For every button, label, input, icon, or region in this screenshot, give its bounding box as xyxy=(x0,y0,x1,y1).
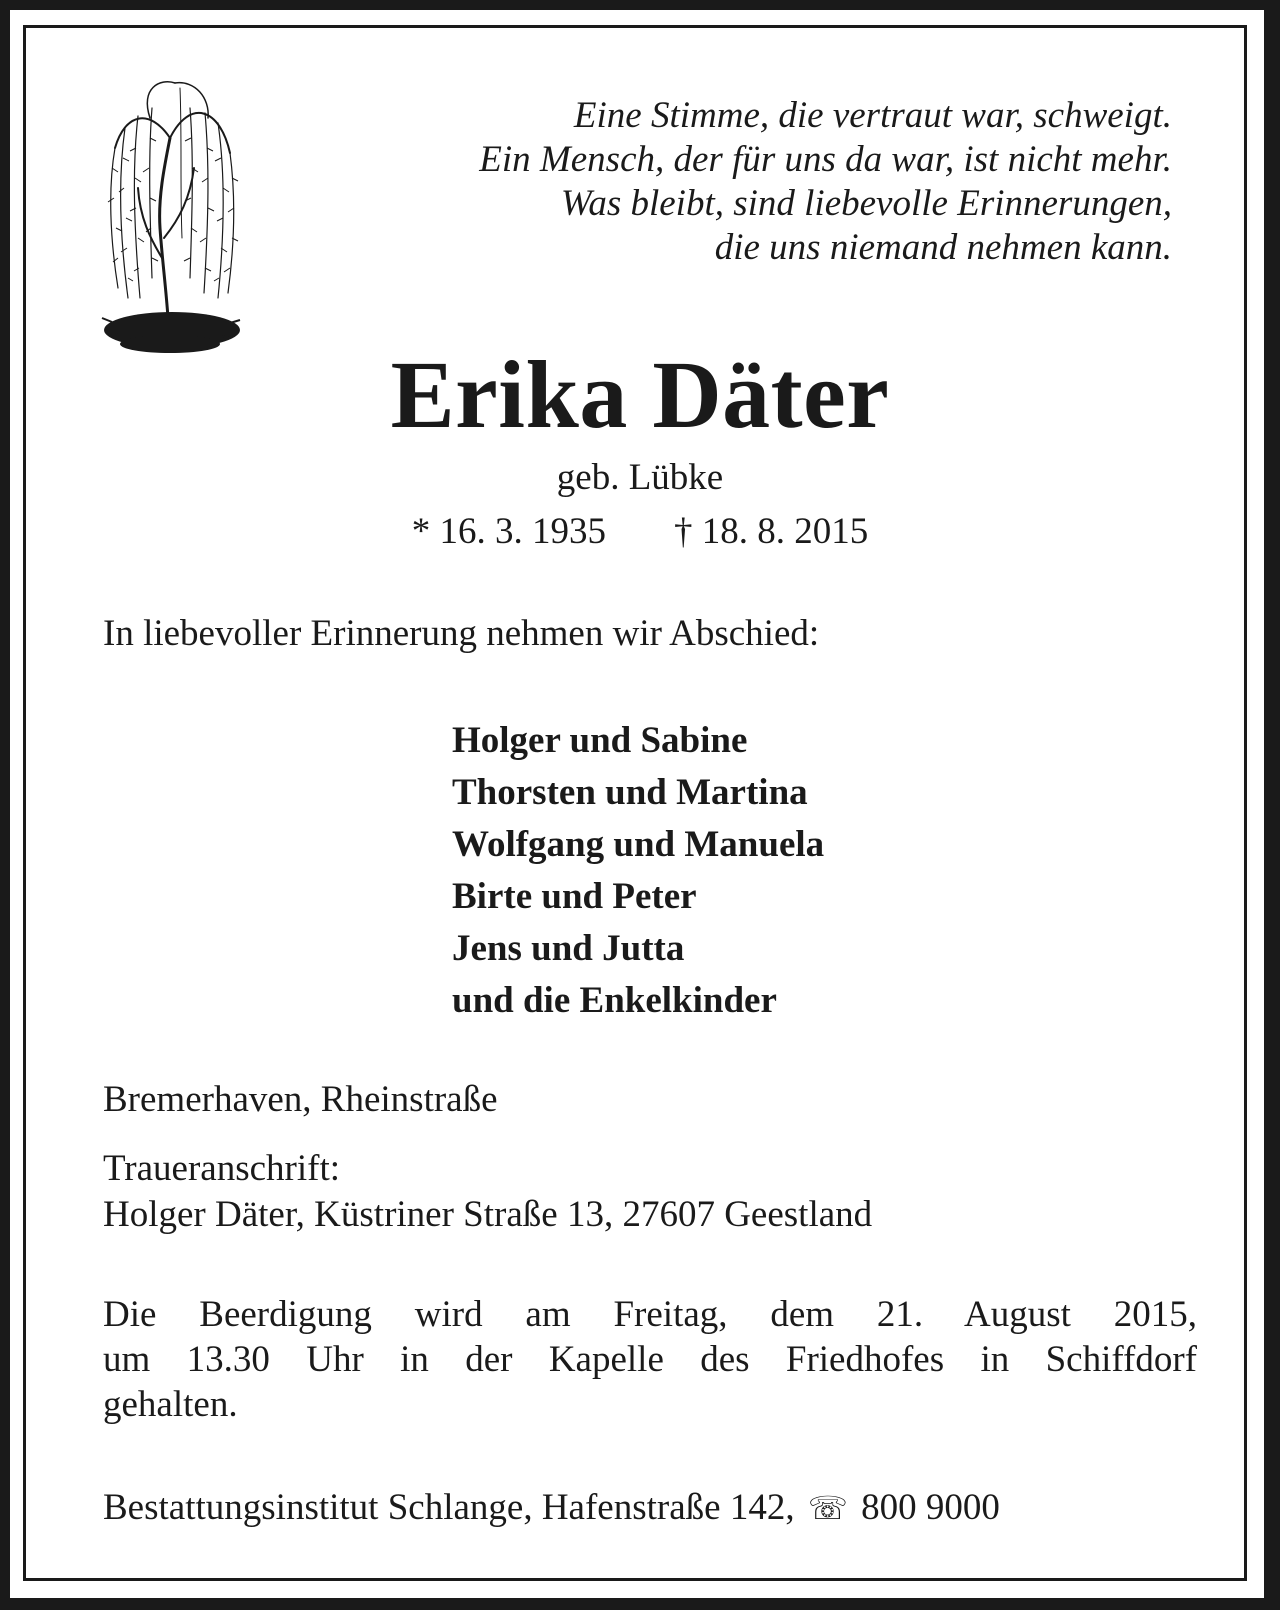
poem-line: Eine Stimme, die vertraut war, schweigt. xyxy=(573,95,1172,136)
death-date: † 18. 8. 2015 xyxy=(674,511,869,552)
poem-line: Was bleibt, sind liebevolle Erinnerungen, xyxy=(560,183,1172,224)
deceased-name: Erika Däter xyxy=(390,341,890,448)
mourner: Wolfgang und Manuela xyxy=(452,824,825,865)
poem-line: die uns niemand nehmen kann. xyxy=(714,227,1172,268)
undertaker-info xyxy=(103,1486,1000,1530)
undertaker-text: Bestattungsinstitut Schlange, Hafenstraße 142, xyxy=(103,1487,795,1528)
maiden-name: geb. Lübke xyxy=(556,457,724,498)
mourner: Holger und Sabine xyxy=(452,720,748,761)
funeral-info xyxy=(103,1292,1197,1427)
mourners-list xyxy=(452,715,824,1027)
place-line: Bremerhaven, Rheinstraße xyxy=(103,1079,498,1120)
farewell-intro: In liebevoller Erinnerung nehmen wir Abschied: xyxy=(103,613,820,654)
poem-line: Ein Mensch, der für uns da war, ist nicht mehr. xyxy=(479,139,1172,180)
mourner: und die Enkelkinder xyxy=(452,980,777,1021)
life-dates xyxy=(0,510,1280,554)
mourning-address xyxy=(103,1146,872,1238)
funeral-line: um 13.30 Uhr in der Kapelle des Friedhofes in Schiffdorf xyxy=(103,1339,1197,1380)
mourner: Thorsten und Martina xyxy=(452,772,808,813)
address-value: Holger Däter, Küstriner Straße 13, 27607 Geestland xyxy=(103,1194,873,1235)
address-label: Traueranschrift: xyxy=(103,1148,341,1189)
funeral-line: gehalten. xyxy=(103,1384,238,1425)
undertaker-phone: 800 9000 xyxy=(861,1487,1000,1528)
mourner: Jens und Jutta xyxy=(452,928,685,969)
mourner: Birte und Peter xyxy=(452,876,697,917)
telephone-icon: ☏ xyxy=(807,1489,848,1527)
weeping-willow-icon xyxy=(90,68,250,368)
birth-date: * 16. 3. 1935 xyxy=(411,511,606,552)
memorial-poem xyxy=(312,94,1172,270)
obituary-notice xyxy=(10,10,1264,1598)
funeral-line: Die Beerdigung wird am Freitag, dem 21. August 2015, xyxy=(103,1294,1197,1335)
